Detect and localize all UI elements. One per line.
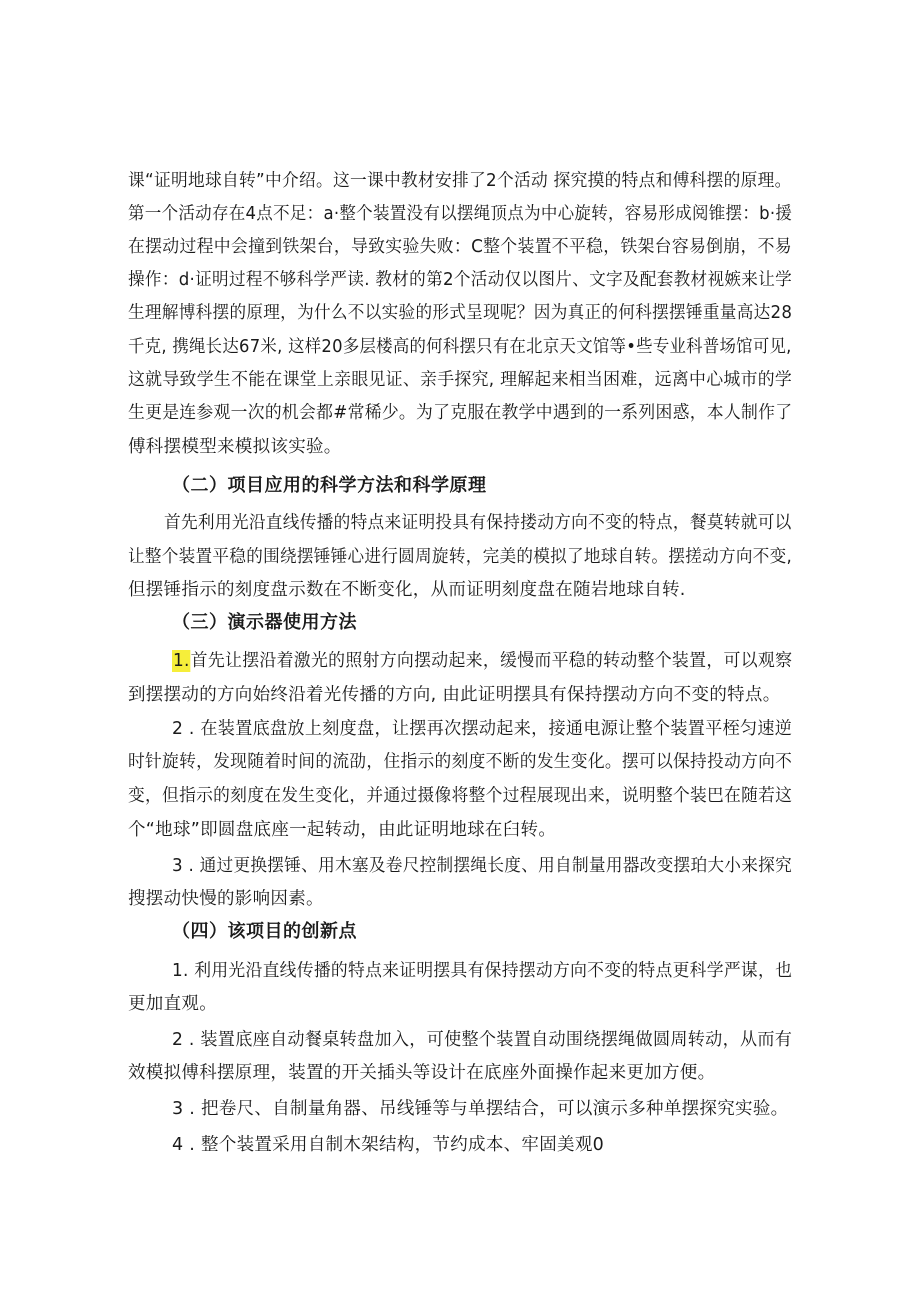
section-2-line: 但摆锤指示的刻度盘示数在不断变化，从而证明刻度盘在随岩地球自转.	[128, 580, 686, 600]
paragraph-1-line: 第一个活动存在4点不足：a·整个装置没有以摆绳顶点为中心旋转，容易形成阅锥摆：b·援	[128, 204, 793, 224]
section-4-item-2-line: 效模拟傅科摆原理，装置的开关插头等设计在底座外面操作起来更加方便。	[128, 1063, 716, 1083]
paragraph-1-line: 生更是连参观一次的机会都#常稀少。为了克服在教学中遇到的一系列困惑，本人制作了	[128, 403, 793, 423]
section-3-item-2-line: 时针旋转，发现随着时间的流劭，住指示的刻度不断的发生变化。摆可以保持投动方向不	[128, 752, 793, 772]
section-3-heading: （三）演示器使用方法	[172, 612, 357, 633]
paragraph-1-line: 课“证明地球自转”中介绍。这一课中教材安排了2个活动 探究摸的特点和傅科摆的原理。	[128, 171, 792, 191]
section-4-item-1-line: 1. 利用光沿直线传播的特点来证明摆具有保持摆动方向不变的特点更科学严谋，也	[172, 961, 793, 981]
section-2-heading: （二）项目应用的科学方法和科学原理	[172, 475, 487, 496]
paragraph-1-line: 生理解博科摆的原理，为什么不以实验的形式呈现呢？因为真正的何科摆摆锤重量高达28	[128, 303, 793, 323]
section-2-line: 让整个装置平稳的围绕摆锤锤心进行圆周旋转，完美的模拟了地球自转。摆搓动方向不变,	[128, 547, 793, 567]
section-4-item-2-line: 2 . 装置底座自动餐桌转盘加入，可使整个装置自动围绕摆绳做圆周转动，从而有	[172, 1030, 793, 1050]
section-3-item-3-line: 搜摆动快慢的影响因素。	[128, 889, 324, 909]
paragraph-1-line: 在摆动过程中会撞到铁架台，导致实验失败：C整个装置不平稳，铁架台容易倒崩，不易	[128, 237, 792, 257]
section-4-heading: （四）该项目的创新点	[172, 921, 357, 942]
section-4-item-3-line: 3 . 把卷尺、自制量角器、吊线锤等与单摆结合，可以演示多种单摆探究实验。	[172, 1099, 789, 1119]
paragraph-1-line: 傅科摆模型来模拟该实验。	[128, 437, 342, 457]
section-4-item-4-line: 4 . 整个装置采用自制木架结构，节约成本、牢固美观0	[172, 1135, 605, 1155]
paragraph-1-line: 千克, 携绳长达67米, 这样20多层楼高的何科摆只有在北京天文馆等•些专业科普场馆可见,	[128, 337, 792, 357]
section-3-item-1-text: 首先让摆沿着激光的照射方向摆动起来，缓慢而平稳的转动整个装置，可以观察	[190, 651, 793, 671]
section-3-item-2-line: 2 . 在装置底盘放上刻度盘，让摆再次摆动起来，接通电源让整个装置平桎匀速逆	[172, 719, 793, 739]
section-2-line: 首先利用光沿直线传播的特点来证明投具有保持搂动方向不变的特点，餐莫转就可以	[164, 513, 792, 533]
section-3-item-3-line: 3 . 通过更换摆锤、用木塞及卷尺控制摆绳长度、用自制量用器改变摆珀大小来探究	[172, 856, 793, 876]
paragraph-1-line: 操作：d·证明过程不够科学严读. 教材的第2个活动仅以图片、文字及配套教材视嫉来让学	[128, 270, 793, 290]
section-3-item-2-line: 变，但指示的刻度在发生变化，并通过摄像将整个过程展现出来，说明整个装巴在随若这	[128, 786, 793, 806]
section-3-item-1-first-line	[172, 650, 792, 672]
section-3-item-2-line: 个“地球”即圆盘底座一起转动，由此证明地球在臼转。	[128, 820, 557, 840]
paragraph-1-line: 这就导致学生不能在课堂上亲眼见证、亲手探究, 理解起来相当困难，远离中心城市的学	[128, 370, 793, 390]
highlighted-item-number: 1.	[172, 651, 190, 671]
section-4-item-1-line: 更加直观。	[128, 994, 217, 1014]
section-3-item-1-line: 到摆摆动的方向始终沿着光传播的方向, 由此证明摆具有保持摆动方向不变的特点。	[128, 685, 781, 705]
